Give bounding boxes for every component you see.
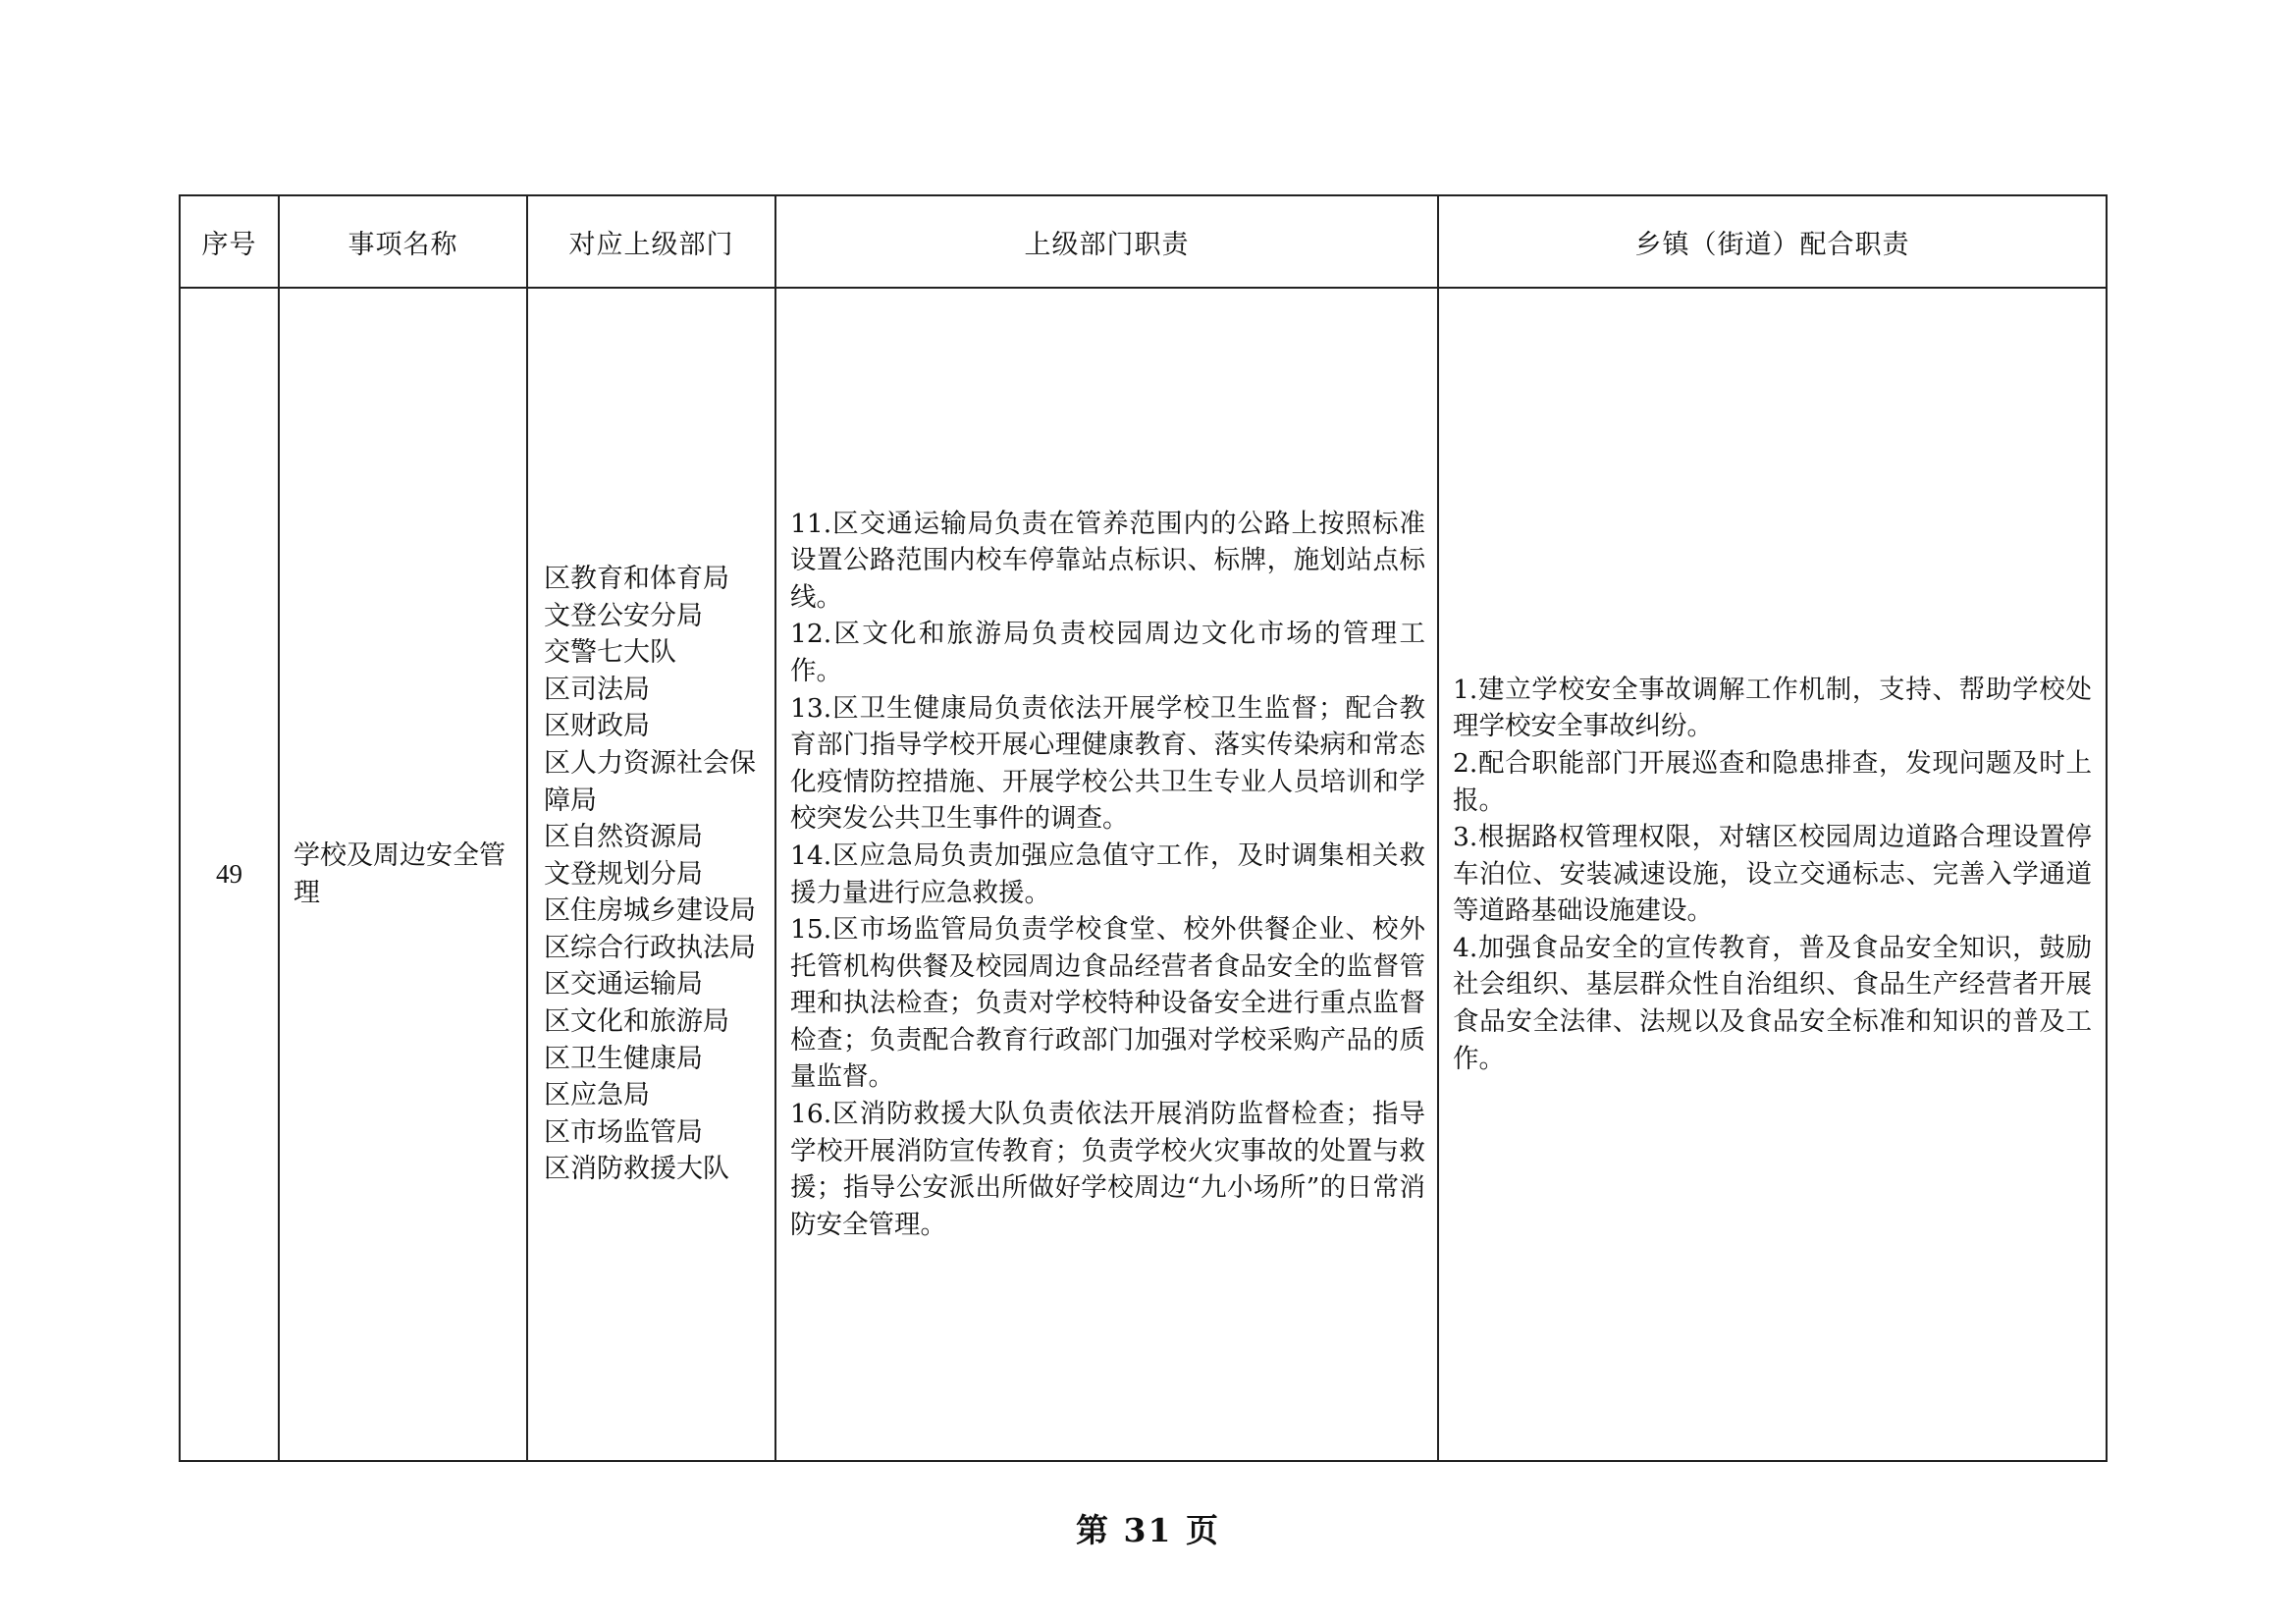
header-departments: 对应上级部门 [527, 195, 775, 288]
header-number: 序号 [180, 195, 279, 288]
department-item: 区市场监管局 [544, 1116, 703, 1148]
department-item: 区综合行政执法局 [544, 932, 756, 963]
header-duties: 上级部门职责 [775, 195, 1438, 288]
department-item: 区应急局 [544, 1080, 650, 1111]
department-item: 区自然资源局 [544, 822, 703, 853]
cooperation-item: 4.加强食品安全的宣传教育，普及食品安全知识，鼓励社会组织、基层群众性自治组织、食品生产经营者开展食品安全法律、法规以及食品安全标准和知识的普及工作。 [1453, 932, 2092, 1074]
department-item: 区交通运输局 [544, 969, 703, 1001]
department-item: 文登公安分局 [544, 600, 703, 631]
header-item-name: 事项名称 [279, 195, 527, 288]
department-item: 区教育和体育局 [544, 563, 729, 594]
department-item: 区消防救援大队 [544, 1154, 729, 1185]
duty-item: 16.区消防救援大队负责依法开展消防监督检查；指导学校开展消防宣传教育；负责学校火灾事故的处置与救援；指导公安派出所做好学校周边“九小场所”的日常消防安全管理。 [790, 1099, 1425, 1240]
duty-item: 15.区市场监管局负责学校食堂、校外供餐企业、校外托管机构供餐及校园周边食品经营者食品安全的监督管理和执法检查；负责对学校特种设备安全进行重点监督检查；负责配合教育行政部门加强对学校采购产品的质量监督。 [790, 914, 1425, 1093]
row-cooperation [1438, 288, 2107, 1461]
cooperation-item: 2.配合职能部门开展巡查和隐患排查，发现问题及时上报。 [1453, 747, 2092, 816]
cooperation-item: 1.建立学校安全事故调解工作机制，支持、帮助学校处理学校安全事故纠纷。 [1453, 674, 2092, 742]
department-item: 区人力资源社会保障局 [544, 747, 756, 816]
duty-item: 14.区应急局负责加强应急值守工作，及时调集相关救援力量进行应急救援。 [790, 839, 1425, 908]
page-number: 第 31 页 [1076, 1511, 1220, 1549]
row-duties [775, 288, 1438, 1461]
department-item: 区住房城乡建设局 [544, 895, 756, 927]
row-departments [527, 288, 775, 1461]
department-item: 区文化和旅游局 [544, 1006, 729, 1038]
department-item: 交警七大队 [544, 637, 676, 669]
duty-item: 12.区文化和旅游局负责校园周边文化市场的管理工作。 [790, 619, 1425, 686]
department-item: 区财政局 [544, 711, 650, 742]
department-item: 区卫生健康局 [544, 1043, 703, 1074]
header-cooperation: 乡镇（街道）配合职责 [1438, 195, 2107, 288]
cooperation-item: 3.根据路权管理权限，对辖区校园周边道路合理设置停车泊位、安装减速设施，设立交通标志、完善入学通道等道路基础设施建设。 [1453, 822, 2092, 927]
row-item-name: 学校及周边安全管理 [279, 288, 527, 1461]
duty-table [179, 194, 2108, 1462]
table-header-row [180, 195, 2107, 288]
table-row [180, 288, 2107, 1461]
department-item: 文登规划分局 [544, 858, 703, 890]
row-number: 49 [180, 288, 279, 1461]
department-item: 区司法局 [544, 674, 650, 705]
duty-item: 11.区交通运输局负责在管养范围内的公路上按照标准设置公路范围内校车停靠站点标识、标牌，施划站点标线。 [790, 508, 1425, 613]
duty-item: 13.区卫生健康局负责依法开展学校卫生监督；配合教育部门指导学校开展心理健康教育、落实传染病和常态化疫情防控措施、开展学校公共卫生专业人员培训和学校突发公共卫生事件的调查。 [790, 692, 1425, 835]
